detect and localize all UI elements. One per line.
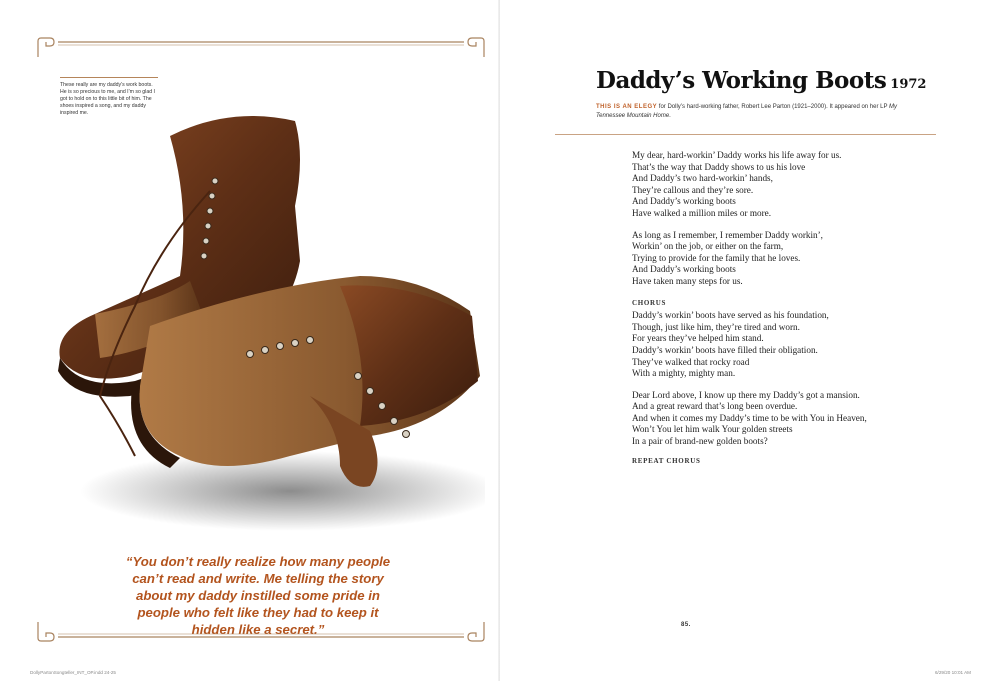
intro-album: My Tennessee Mountain Home <box>596 104 898 119</box>
intro-end: . <box>669 113 671 119</box>
song-year: 1972 <box>890 77 927 92</box>
song-lyrics <box>632 150 932 468</box>
lyric-line: Workin’ on the job, or either on the farm, <box>632 241 784 252</box>
intro-kicker: THIS IS AN ELEGY <box>596 104 658 110</box>
print-slug-right: 6/29/20 10:01 AM <box>935 670 972 675</box>
song-intro <box>596 103 926 121</box>
lyric-line: And Daddy’s working boots <box>632 264 736 275</box>
lyric-line: Though, just like him, they’re tired and worn. <box>632 321 800 332</box>
lyric-line: And when it comes my Daddy’s time to be with You in Heaven, <box>632 412 867 423</box>
lyric-line: Won’t You let him walk Your golden streets <box>632 424 793 435</box>
repeat-chorus-label: REPEAT CHORUS <box>632 456 701 465</box>
song-title-text: Daddy’s Working Boots <box>596 67 887 94</box>
decorative-frame-bottom <box>36 621 486 643</box>
lyric-line: With a mighty, mighty man. <box>632 368 736 379</box>
lyric-line: That’s the way that Daddy shows to us his love <box>632 161 806 172</box>
lyric-line: Trying to provide for the family that he loves. <box>632 252 801 263</box>
boots-photo <box>40 96 485 536</box>
verse-3 <box>632 390 932 448</box>
title-rule <box>555 134 936 135</box>
pull-quote: “You don’t really realize how many people can’t read and write. Me telling the story about my daddy instilled some pride in people who felt like they had to keep it hidden like a secret.” <box>125 554 391 637</box>
lyric-line: As long as I remember, I remember Daddy workin’, <box>632 229 823 240</box>
lyric-line: For years they’ve helped him stand. <box>632 333 764 344</box>
lyric-line: They’re callous and they’re sore. <box>632 184 754 195</box>
lyric-line: Have taken many steps for us. <box>632 275 743 286</box>
print-slug-left: DollyPartonSongteller_INT_OP.indd 24-25 <box>30 670 116 675</box>
verse-2 <box>632 230 932 288</box>
lyric-line: My dear, hard-workin’ Daddy works his life away for us. <box>632 150 842 160</box>
chorus-label: CHORUS <box>632 298 667 307</box>
lyric-line: They’ve walked that rocky road <box>632 356 750 367</box>
lyric-line: And a great reward that’s long been overdue. <box>632 401 798 412</box>
lyric-line: Daddy’s workin’ boots have served as his foundation, <box>632 310 829 321</box>
lyric-line: In a pair of brand-new golden boots? <box>632 436 768 447</box>
page-number: 85. <box>681 622 691 628</box>
chorus <box>632 298 932 380</box>
lyric-line: And Daddy’s two hard-workin’ hands, <box>632 173 773 184</box>
intro-text: for Dolly’s hard-working father, Robert Lee Parton (1921–2000). It appeared on her LP <box>657 104 890 110</box>
photo-caption: These really are my daddy's work boots. He is so precious to me, and I'm so glad I got to hold on to this little bit of him. The shoes inspired a song, and my daddy inspired me. <box>60 77 158 117</box>
song-title <box>596 67 926 94</box>
lyric-line: Daddy’s workin’ boots have filled their obligation. <box>632 344 818 355</box>
lyric-line: Dear Lord above, I know up there my Daddy’s got a mansion. <box>632 389 860 400</box>
lyric-line: And Daddy’s working boots <box>632 196 736 207</box>
lyric-line: Have walked a million miles or more. <box>632 207 772 218</box>
verse-1 <box>632 150 932 220</box>
decorative-frame-top <box>36 36 486 58</box>
